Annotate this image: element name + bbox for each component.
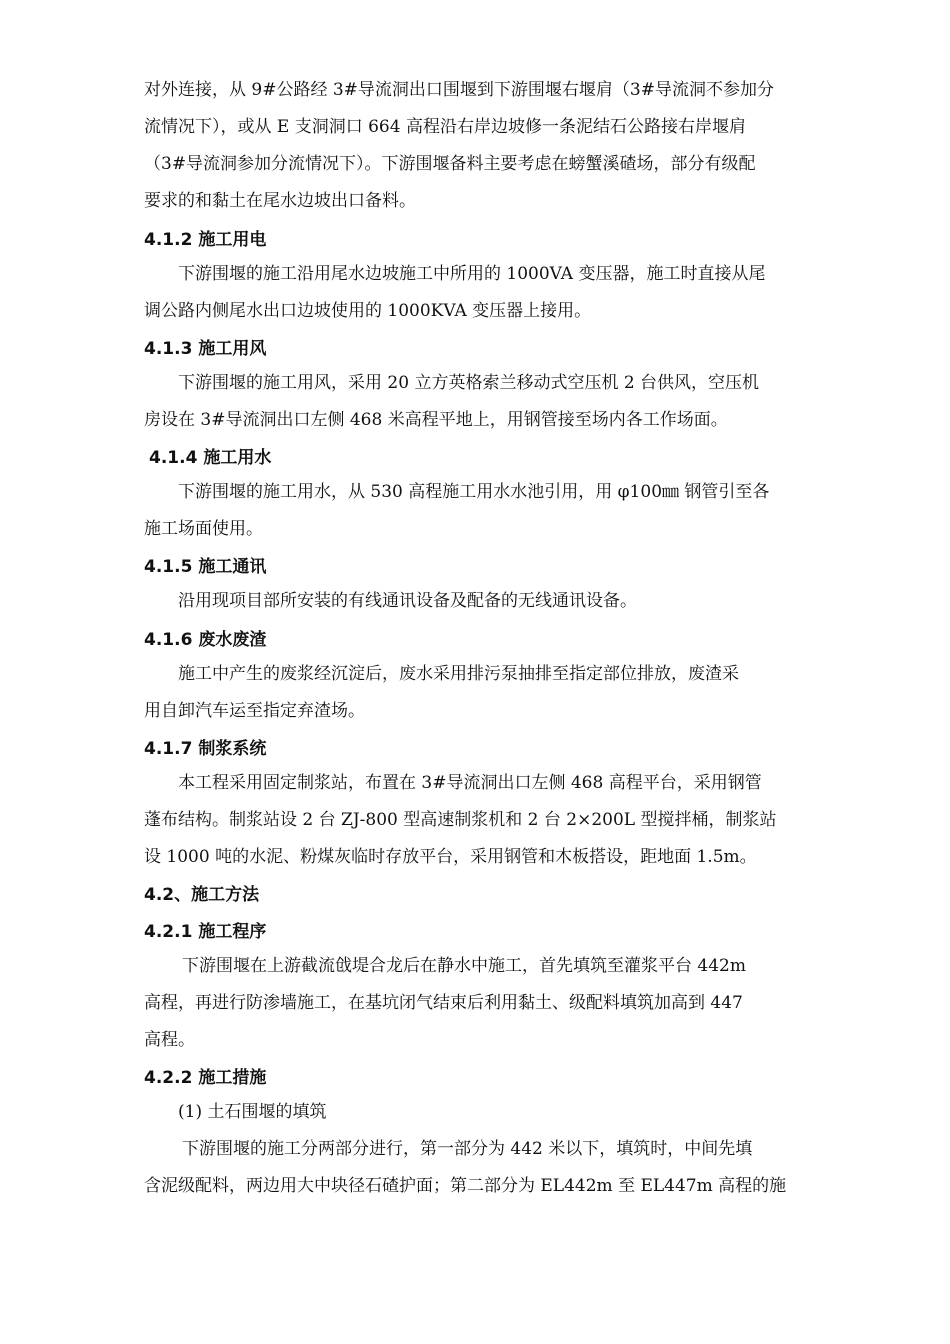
text-line: 本工程采用固定制浆站，布置在 3#导流洞出口左侧 468 高程平台，采用钢管 (178, 773, 762, 793)
text-line: 下游围堰在上游截流戗堤合龙后在静水中施工，首先填筑至灌浆平台 442m (182, 956, 746, 976)
text-line: 含泥级配料，两边用大中块径石碴护面；第二部分为 EL442m 至 EL447m 高程的施 (144, 1176, 787, 1196)
section-heading: 4.1.4 施工用水 (149, 448, 272, 468)
text-line: （3#导流洞参加分流情况下）。下游围堰备料主要考虑在螃蟹溪碴场，部分有级配 (144, 154, 756, 174)
section-heading: 4.2.2 施工措施 (144, 1068, 267, 1088)
text-line: 流情况下），或从 E 支洞洞口 664 高程沿右岸边坡修一条泥结石公路接右岸堰肩 (144, 117, 746, 137)
section-heading: 4.1.6 废水废渣 (144, 630, 267, 650)
text-line: 房设在 3#导流洞出口左侧 468 米高程平地上，用钢管接至场内各工作场面。 (144, 410, 728, 430)
text-line: 下游围堰的施工沿用尾水边坡施工中所用的 1000VA 变压器，施工时直接从尾 (178, 264, 766, 284)
section-heading: 4.2、施工方法 (144, 885, 260, 905)
text-line: 要求的和黏土在尾水边坡出口备料。 (144, 191, 416, 211)
text-line: 高程。 (144, 1030, 195, 1050)
section-heading: 4.1.2 施工用电 (144, 230, 267, 250)
text-line: 沿用现项目部所安装的有线通讯设备及配备的无线通讯设备。 (178, 591, 637, 611)
text-line: 蓬布结构。制浆站设 2 台 ZJ-800 型高速制浆机和 2 台 2×200L 型搅拌桶，制浆站 (144, 810, 777, 830)
text-line: 高程，再进行防渗墙施工，在基坑闭气结束后利用黏土、级配料填筑加高到 447 (144, 993, 743, 1013)
text-line: 设 1000 吨的水泥、粉煤灰临时存放平台，采用钢管和木板搭设，距地面 1.5m。 (144, 847, 757, 867)
text-line: 用自卸汽车运至指定弃渣场。 (144, 701, 365, 721)
text-line: 下游围堰的施工分两部分进行，第一部分为 442 米以下，填筑时，中间先填 (182, 1139, 753, 1159)
section-heading: 4.1.5 施工通讯 (144, 557, 267, 577)
section-heading: 4.1.3 施工用风 (144, 339, 267, 359)
text-line: 施工中产生的废浆经沉淀后，废水采用排污泵抽排至指定部位排放，废渣采 (178, 664, 739, 684)
section-heading: 4.1.7 制浆系统 (144, 739, 267, 759)
list-item: (1) 土石围堰的填筑 (178, 1102, 327, 1122)
section-heading: 4.2.1 施工程序 (144, 922, 267, 942)
text-line: 下游围堰的施工用水，从 530 高程施工用水水池引用，用 φ100㎜ 钢管引至各 (178, 482, 770, 502)
text-line: 对外连接，从 9#公路经 3#导流洞出口围堰到下游围堰右堰肩（3#导流洞不参加分 (144, 80, 774, 100)
text-line: 施工场面使用。 (144, 519, 263, 539)
text-line: 调公路内侧尾水出口边坡使用的 1000KVA 变压器上接用。 (144, 301, 592, 321)
text-line: 下游围堰的施工用风，采用 20 立方英格索兰移动式空压机 2 台供风，空压机 (178, 373, 760, 393)
